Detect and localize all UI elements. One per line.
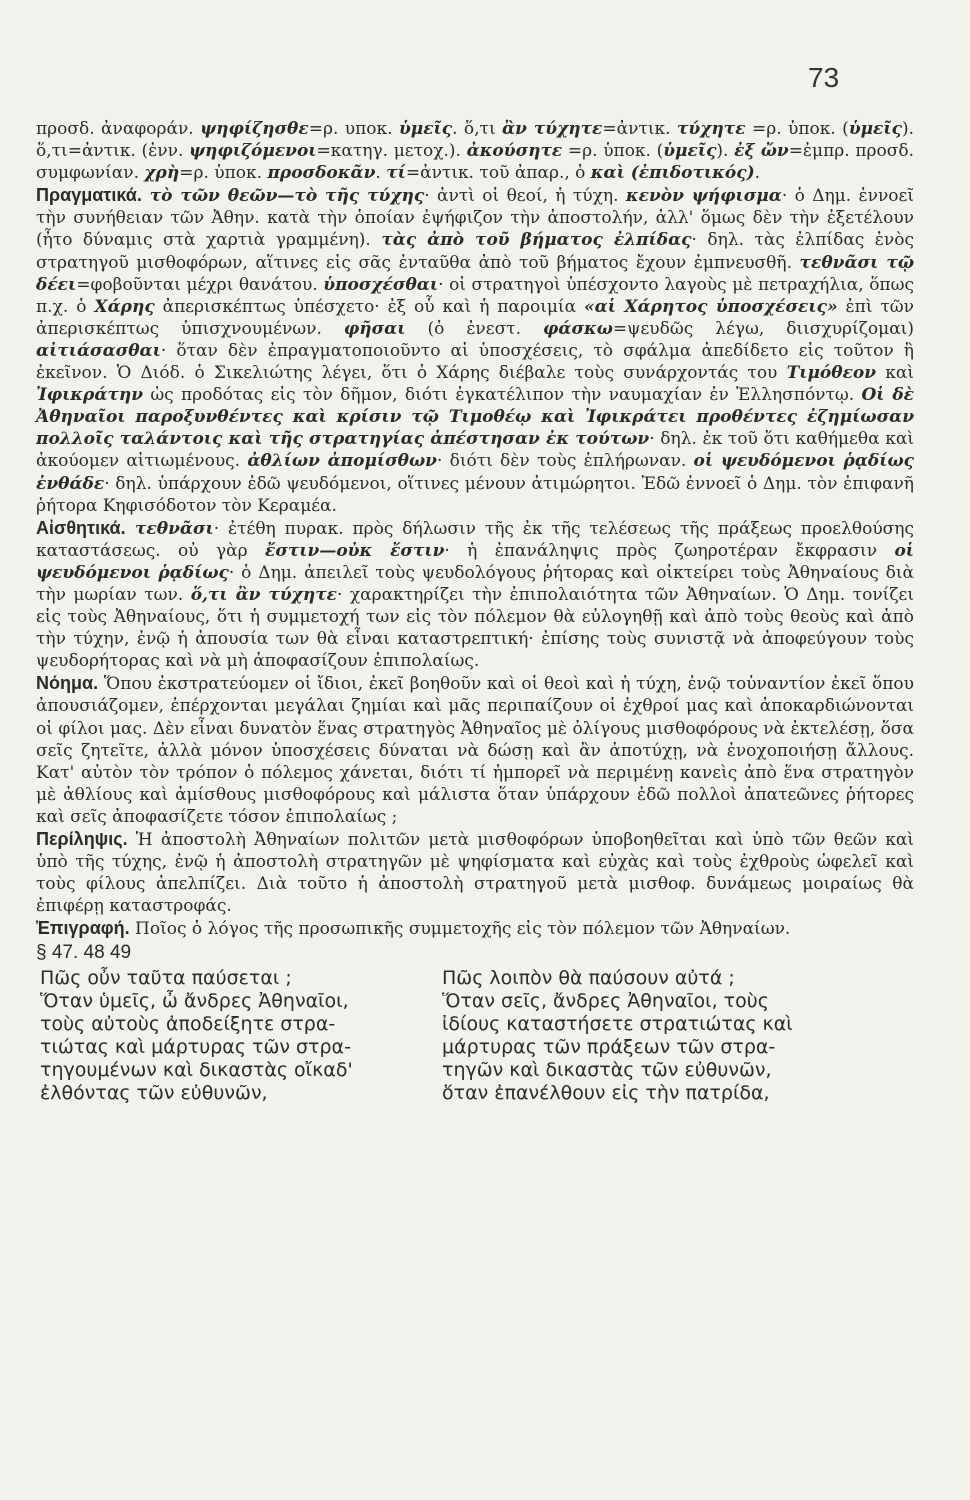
translation-line: Πῶς λοιπὸν θὰ παύσουν αὐτά ; <box>442 966 735 989</box>
epigrafi-paragraph: Ἐπιγραφή. Ποῖος ὁ λόγος τῆς προσωπικῆς συμμετοχῆς εἰς τὸν πόλεμον τῶν Ἀθηναίων. <box>36 918 791 940</box>
translation-line: ἰδίους καταστήσετε στρατιώτας καὶ <box>442 1012 793 1035</box>
greek-line: τηγουμένων καὶ δικαστὰς οἴκαδ' <box>40 1058 353 1081</box>
page-number: 73 <box>808 62 840 93</box>
commentary-block <box>36 118 914 1117</box>
grammar-paragraph: προσδ. ἀναφοράν. ψηφίζησθε=ρ. υποκ. ὑμεῖς. ὅ,τι ἂν τύχητε=ἀντικ. τύχητε =ρ. ὑποκ. (ὑμεῖς). ὅ,τι=ἀντικ. (ἐνν. ψηφιζόμενοι=κατηγ. μετοχ.). ἀκούσητε =ρ. ὑποκ. (ὑμεῖς). ἐξ ὤν=ἐμπρ. προσδ. συμφωνίαν. χρὴ=ρ. ὑποκ. προσδοκᾶν. τί=ἀντικ. τοῦ ἀπαρ., ὁ καὶ (ἐπιδοτικός). <box>36 119 915 184</box>
greek-line: τοὺς αὐτοὺς ἀποδείξητε στρα- <box>40 1012 336 1035</box>
epigrafi-heading: Ἐπιγραφή. <box>36 918 130 939</box>
translation-line: Ὅταν σεῖς, ἄνδρες Ἀθηναῖοι, τοὺς <box>442 989 769 1012</box>
translation-line: ὅταν ἐπανέλθουν εἰς τὴν πατρίδα, <box>442 1081 770 1104</box>
greek-text-column <box>40 967 450 1105</box>
noima-heading: Νόημα. <box>36 673 99 694</box>
passage-columns <box>36 967 914 1117</box>
translation-column <box>442 967 852 1105</box>
aisthitika-heading: Αἰσθητικά. <box>36 517 126 538</box>
passage-reference: § 47. 48 49 <box>36 942 132 964</box>
greek-line: Ὅταν ὑμεῖς, ὦ ἄνδρες Ἀθηναῖοι, <box>40 989 349 1012</box>
pragmatika-heading: Πραγματικά. <box>36 185 142 206</box>
translation-line: μάρτυρας τῶν πράξεων τῶν στρα- <box>442 1035 776 1058</box>
greek-line: ἐλθόντας τῶν εὐθυνῶν, <box>40 1081 268 1104</box>
translation-line: τηγῶν καὶ δικαστὰς τῶν εὐθυνῶν, <box>442 1058 772 1081</box>
greek-line: Πῶς οὖν ταῦτα παύσεται ; <box>40 966 292 989</box>
perilipsis-heading: Περίληψις. <box>36 829 128 849</box>
pragmatika-paragraph: Πραγματικά. τὸ τῶν θεῶν—τὸ τῆς τύχης· ἀντὶ οἱ θεοί, ἡ τύχη. κενὸν ψήφισμα· ὁ Δημ. ἐννοεῖ τὴν συνήθειαν τῶν Ἀθην. κατὰ τὴν ὁποίαν ἐψήφιζον τὴν ἀποστολήν, ἀλλ' ὅμως δὲν τὴν ἐξετέλουν (ἦτο δύναμις στὰ χαρτιὰ γραμμένη). τὰς ἀπὸ τοῦ βήματος ἐλπίδας· δηλ. τὰς ἐλπίδας ἑνὸς στρατηγοῦ μισθοφόρων, αἵτινες εἰς σᾶς ἐνταῦθα ἀπὸ τοῦ βήματος ἔχουν ἐμπνευσθῆ. τεθνᾶσι τῷ δέει=φοβοῦνται μέχρι θανάτου. ὑποσχέσθαι· οἱ στρατηγοὶ ὑπέσχοντο λαγοὺς μὲ πετραχήλια, ὅπως π.χ. ὁ Χάρης ἀπερισκέπτως ὑπέσχετο· ἐξ οὗ καὶ ἡ παροιμία «αἱ Χάρητος ὑποσχέσεις» ἐπὶ τῶν ἀπερισκέπτως ὑπισχνουμένων. φῆσαι (ὁ ἐνεστ. φάσκω=ψευδῶς λέγω, διισχυρίζομαι) αἰτιάσασθαι· ὅταν δὲν ἐπραγματοποιοῦντο αἱ ὑποσχέσεις, τὸ σφάλμα ἀπεδίδετο εἰς τοῦτον ἢ ἐκεῖνον. Ὁ Διόδ. ὁ Σικελιώτης λέγει, ὅτι ὁ Χάρης διέβαλε τοὺς συνάρχοντάς του Τιμόθεον καὶ Ἰφικράτην ὡς προδότας εἰς τὸν δῆμον, διότι ἐγκατέλιπον τὴν ναυμαχίαν ἐν Ἑλλησπόντῳ. Οἱ δὲ Ἀθηναῖοι παροξυνθέντες καὶ κρίσιν τῷ Τιμοθέῳ καὶ Ἰφικράτει προθέντες ἐζημίωσαν πολλοῖς ταλάντοις καὶ τῆς στρατηγίας ἀπέστησαν ἐκ τούτων· δηλ. ἐκ τοῦ ὅτι καθήμεθα καὶ ἀκούομεν αἰτιωμένους. ἀθλίων ἀπομίσθων· διότι δὲν τοὺς ἐπλήρωναν. οἱ ψευδόμενοι ῥᾳδίως ἐνθάδε· δηλ. ὑπάρχουν ἐδῶ ψευδόμενοι, οἵτινες μένουν ἀτιμώρητοι. Ἐδῶ ἐννοεῖ ὁ Δημ. τὸν ἐπιφανῆ ῥήτορα Κηφισόδοτον τὸν Κεραμέα. <box>36 185 915 516</box>
noima-paragraph: Νόημα. Ὅπου ἐκστρατεύομεν οἱ ἴδιοι, ἐκεῖ βοηθοῦν καὶ οἱ θεοὶ καὶ ἡ τύχη, ἐνῷ τοὐναντίον ἐκεῖ ὅπου ἀπουσιάζομεν, ἐπέρχονται μεγάλαι ζημίαι καὶ μᾶς περιπαίζουν οἱ ἐχθροί μας καὶ ἀποκαρδιώνονται οἱ φίλοι μας. Δὲν εἶναι δυνατὸν ἕνας στρατηγὸς Ἀθηναῖος μὲ ὀλίγους μισθοφόρους νὰ ἐκτελέσῃ, ὅσα σεῖς ζητεῖτε, ἀλλὰ μόνον ὑποσχέσεις δύναται νὰ δώσῃ καὶ ἂν ἀποτύχῃ, νὰ ἐνοχοποιήσῃ ἄλλους. Κατ' αὐτὸν τὸν τρόπον ὁ πόλεμος χάνεται, διότι τί ἠμπορεῖ νὰ περιμένῃ κανεὶς ἀπὸ ἕνα στρατηγὸν μὲ ἀθλίους καὶ ἀμίσθους μισθοφόρους καὶ μάλιστα ὅταν ὑπάρχουν ἐδῶ πολλοὶ ἀπατεῶνες ῥήτορες καὶ σεῖς ἀποφασίζετε τόσον ἐπιπολαίως ; <box>36 673 914 827</box>
aisthitika-paragraph: Αἰσθητικά. τεθνᾶσι· ἐτέθη πυρακ. πρὸς δήλωσιν τῆς ἐκ τῆς τελέσεως τῆς πράξεως προελθούσης καταστάσεως. οὐ γὰρ ἔστιν—οὐκ ἔστιν· ἡ ἐπανάληψις πρὸς ζωηροτέραν ἔκφρασιν οἱ ψευδόμενοι ῥᾳδίως· ὁ Δημ. ἀπειλεῖ τοὺς ψευδολόγους ῥήτορας καὶ οἰκτείρει τοὺς Ἀθηναίους διὰ τὴν μωρίαν των. ὅ,τι ἂν τύχητε· χαρακτηρίζει τὴν ἐπιπολαιότητα τῶν Ἀθηναίων. Ὁ Δημ. τονίζει εἰς τοὺς Ἀθηναίους, ὅτι ἡ συμμετοχή των εἰς τὸν πόλεμον θὰ εὐλογηθῇ καὶ ἀπὸ τοὺς θεοὺς καὶ ἀπὸ τὴν τύχην, ἐνῷ ἡ ἀπουσία των θὰ εἶναι καταστρεπτική· ἐπίσης τοὺς συνιστᾷ νὰ ἀποφεύγουν τοὺς ψευδορήτορας καὶ νὰ μὴ ἀποφασίζουν ἐπιπολαίως. <box>36 517 915 672</box>
perilipsis-paragraph: Περίληψις. Ἡ ἀποστολὴ Ἀθηναίων πολιτῶν μετὰ μισθοφόρων ὑποβοηθεῖται καὶ ὑπὸ τῶν θεῶν καὶ ὑπὸ τῆς τύχης, ἐνῷ ἡ ἀποστολὴ στρατηγῶν μὲ ψηφίσματα καὶ εὐχὰς καὶ τοὺς ἐχθροὺς ὠφελεῖ καὶ τοὺς φίλους ἀπελπίζει. Διὰ τοῦτο ἡ ἀποστολὴ στρατηγοῦ μετὰ μισθοφ. δυνάμεως μοιραίως θὰ ἐπιφέρῃ καταστροφάς. <box>36 829 914 917</box>
greek-line: τιώτας καὶ μάρτυρας τῶν στρα- <box>40 1035 351 1058</box>
